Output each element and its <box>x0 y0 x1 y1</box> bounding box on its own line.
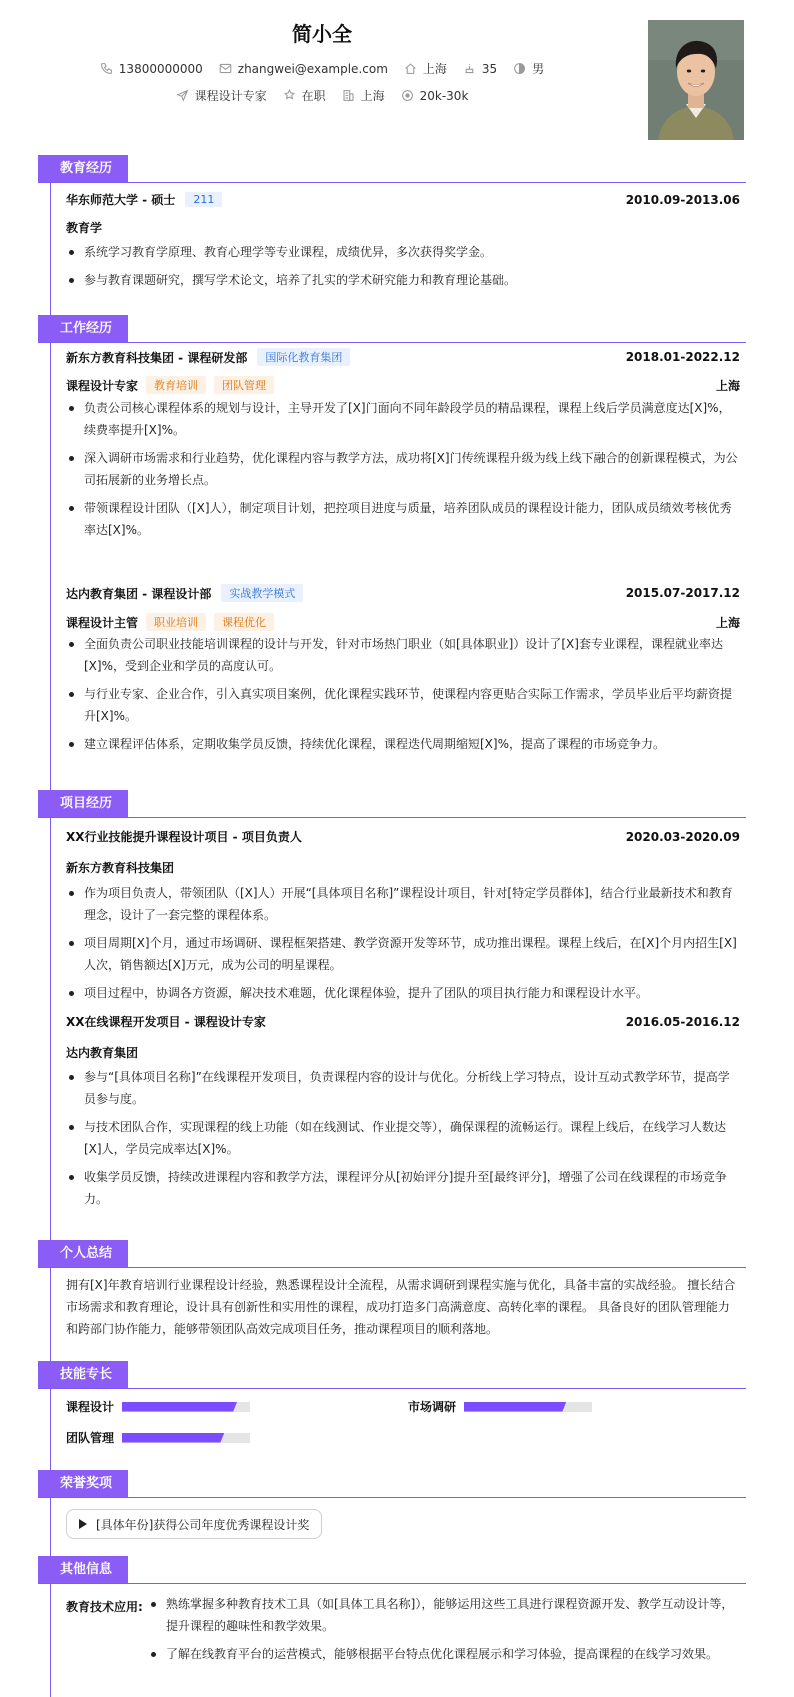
project-title: XX行业技能提升课程设计项目 - 项目负责人 <box>66 830 302 844</box>
company-name: 达内教育集团 - 课程设计部 <box>66 586 212 601</box>
section-title-work: 工作经历 <box>38 315 128 343</box>
email-text: zhangwei@example.com <box>237 61 388 76</box>
list-item: 深入调研市场需求和行业趋势，优化课程内容与教学方法，成功将[X]门传统课程升级为线上线下融合的创新课程模式，为公司拓展新的业务增长点。 <box>66 447 740 491</box>
gender-text: 男 <box>532 62 545 76</box>
skill-level-fill <box>122 1433 224 1443</box>
candidate-name: 简小全 <box>292 22 352 46</box>
list-item: 作为项目负责人，带领团队（[X]人）开展“[具体项目名称]”课程设计项目，针对[特定学员群体]，结合行业最新技术和教育理念，设计了一套完整的课程体系。 <box>66 882 740 926</box>
section-skills <box>38 1361 746 1389</box>
list-item: 参与“[具体项目名称]”在线课程开发项目，负责课程内容的设计与优化。分析线上学习特点，设计互动式教学环节，提高学员参与度。 <box>66 1066 740 1110</box>
project-1-header <box>66 828 740 845</box>
section-other <box>38 1556 746 1584</box>
skill-item <box>66 1429 250 1446</box>
skill-level-fill <box>122 1402 237 1412</box>
work-city: 上海 <box>715 615 740 630</box>
role-tag: 课程优化 <box>214 613 274 631</box>
section-projects <box>38 790 746 818</box>
company-tag: 实战教学模式 <box>221 584 303 602</box>
award-text: [具体年份]获得公司年度优秀课程设计奖 <box>96 1517 310 1532</box>
company-tag: 国际化教育集团 <box>257 348 350 366</box>
list-item: 与技术团队合作，实现课程的线上功能（如在线测试、作业提交等），确保课程的流畅运行。课程上线后，在线学习人数达[X]人，学员完成率达[X]%。 <box>66 1116 740 1160</box>
salary-info <box>401 89 469 103</box>
phone-info <box>100 62 203 76</box>
education-header <box>66 191 740 208</box>
project-1-bullets <box>66 882 740 1010</box>
play-icon <box>79 1519 87 1529</box>
list-item: 全面负责公司职业技能培训课程的设计与开发，针对市场热门职业（如[具体职业]）设计了[X]套专业课程，课程就业率达[X]%，受到企业和学员的高度认可。 <box>66 633 740 677</box>
school-tag: 211 <box>185 192 222 207</box>
project-title: XX在线课程开发项目 - 课程设计专家 <box>66 1015 266 1029</box>
home-icon <box>404 62 417 75</box>
role-tag: 职业培训 <box>146 613 206 631</box>
skill-item <box>408 1398 592 1415</box>
skill-level-fill <box>464 1402 566 1412</box>
mail-icon <box>219 62 232 75</box>
education-bullets <box>66 241 740 297</box>
status-text: 在职 <box>301 89 326 103</box>
work-1-bullets <box>66 397 740 547</box>
award-item[interactable] <box>66 1509 322 1539</box>
school-name: 华东师范大学 - 硕士 <box>66 193 176 207</box>
skill-name: 市场调研 <box>408 1400 457 1414</box>
status-icon <box>283 89 296 102</box>
age-info <box>463 62 497 76</box>
job-title-text: 课程设计专家 <box>194 89 267 103</box>
project-2-header <box>66 1013 740 1030</box>
skill-bar <box>464 1402 592 1412</box>
section-title-awards: 荣誉奖项 <box>38 1470 128 1498</box>
phone-text: 13800000000 <box>118 61 203 76</box>
work-period: 2018.01-2022.12 <box>625 350 740 364</box>
section-title-education: 教育经历 <box>38 155 128 183</box>
skill-item <box>66 1398 250 1415</box>
skill-bar <box>122 1433 250 1443</box>
project-2-bullets <box>66 1066 740 1216</box>
list-item: 带领课程设计团队（[X]人），制定项目计划，把控项目进度与质量，培养团队成员的课程设计能力，团队成员绩效考核优秀率达[X]%。 <box>66 497 740 541</box>
list-item: 项目过程中，协调各方资源，解决技术难题，优化课程体验，提升了团队的项目执行能力和课程设计水平。 <box>66 982 740 1004</box>
work-city: 上海 <box>715 378 740 393</box>
section-divider <box>38 1583 746 1584</box>
city-info <box>342 87 385 104</box>
status-info <box>283 87 326 104</box>
role-tag: 团队管理 <box>214 376 274 394</box>
location-text: 上海 <box>422 62 447 76</box>
project-period: 2016.05-2016.12 <box>625 1014 740 1029</box>
list-item: 负责公司核心课程体系的规划与设计，主导开发了[X]门面向不同年龄段学员的精品课程，课程上线后学员满意度达[X]%，续费率提升[X]%。 <box>66 397 740 441</box>
project-org: 新东方教育科技集团 <box>66 861 175 875</box>
section-work <box>38 315 746 343</box>
list-item: 与行业专家、企业合作，引入真实项目案例，优化课程实践环节，使课程内容更贴合实际工作需求，学员毕业后平均薪资提升[X]%。 <box>66 683 740 727</box>
list-item: 参与教育课题研究，撰写学术论文，培养了扎实的学术研究能力和教育理论基础。 <box>66 269 740 291</box>
work-2-bullets <box>66 633 740 761</box>
list-item: 熟练掌握多种教育技术工具（如[具体工具名称]），能够运用这些工具进行课程资源开发、教学互动设计等，提升课程的趣味性和教学效果。 <box>148 1593 742 1637</box>
gender-info <box>513 60 544 77</box>
list-item: 了解在线教育平台的运营模式，能够根据平台特点优化课程展示和学习体验，提高课程的在线学习效果。 <box>148 1643 742 1665</box>
section-summary <box>38 1240 746 1268</box>
skill-name: 团队管理 <box>66 1431 115 1445</box>
section-awards <box>38 1470 746 1498</box>
other-label: 教育技术应用: <box>66 1600 143 1614</box>
location-info <box>404 60 447 77</box>
role-tag: 教育培训 <box>146 376 206 394</box>
work-2-header <box>66 584 740 602</box>
phone-icon <box>100 62 113 75</box>
list-item: 项目周期[X]个月，通过市场调研、课程框架搭建、教学资源开发等环节，成功推出课程。课程上线后，在[X]个月内招生[X]人次，销售额达[X]万元，成为公司的明星课程。 <box>66 932 740 976</box>
company-name: 新东方教育科技集团 - 课程研发部 <box>66 350 248 365</box>
job-row <box>0 87 644 104</box>
role-title: 课程设计主管 <box>66 615 139 630</box>
summary-text: 拥有[X]年教育培训行业课程设计经验，熟悉课程设计全流程，从需求调研到课程实施与优化，具备丰富的实战经验。 擅长结合市场需求和教育理论，设计具有创新性和实用性的课程，成功打造多门高满意度、高转化率的课程。 具备良好的团队管理能力和跨部门协作能力，能够带领团队高效完成项目任务，推动课程项目的顺利落地。 <box>66 1278 736 1336</box>
contact-row <box>0 60 644 77</box>
project-org: 达内教育集团 <box>66 1046 139 1060</box>
work-period: 2015.07-2017.12 <box>625 586 740 600</box>
section-title-summary: 个人总结 <box>38 1240 128 1268</box>
education-period: 2010.09-2013.06 <box>625 192 740 207</box>
age-text: 35 <box>481 61 498 76</box>
timeline-line <box>50 168 51 1697</box>
email-info <box>219 62 388 76</box>
role-title: 课程设计专家 <box>66 378 139 393</box>
section-divider <box>38 1267 746 1268</box>
list-item: 系统学习教育学原理、教育心理学等专业课程，成绩优异，多次获得奖学金。 <box>66 241 740 263</box>
section-divider <box>38 342 746 343</box>
section-education <box>38 155 746 183</box>
profile-photo <box>648 20 744 140</box>
gender-icon <box>513 62 526 75</box>
other-list <box>148 1593 742 1671</box>
section-divider <box>38 1388 746 1389</box>
list-item: 收集学员反馈，持续改进课程内容和教学方法，课程评分从[初始评分]提升至[最终评分]，增强了公司在线课程的市场竞争力。 <box>66 1166 740 1210</box>
skill-bar <box>122 1402 250 1412</box>
section-divider <box>38 182 746 183</box>
section-title-other: 其他信息 <box>38 1556 128 1584</box>
send-icon <box>176 89 189 102</box>
section-title-skills: 技能专长 <box>38 1361 128 1389</box>
city-text: 上海 <box>360 89 385 103</box>
education-major: 教育学 <box>66 221 103 235</box>
section-divider <box>38 1497 746 1498</box>
salary-text: 20k-30k <box>419 88 469 103</box>
work-2-role-row <box>66 613 740 631</box>
age-icon <box>463 62 476 75</box>
list-item: 建立课程评估体系，定期收集学员反馈，持续优化课程，课程迭代周期缩短[X]%，提高了课程的市场竞争力。 <box>66 733 740 755</box>
work-1-header <box>66 348 740 366</box>
section-title-projects: 项目经历 <box>38 790 128 818</box>
project-period: 2020.03-2020.09 <box>625 829 740 844</box>
skill-name: 课程设计 <box>66 1400 115 1414</box>
salary-icon <box>401 89 414 102</box>
city-icon <box>342 89 355 102</box>
job-title-info <box>176 87 267 104</box>
work-1-role-row <box>66 376 740 394</box>
section-divider <box>38 817 746 818</box>
